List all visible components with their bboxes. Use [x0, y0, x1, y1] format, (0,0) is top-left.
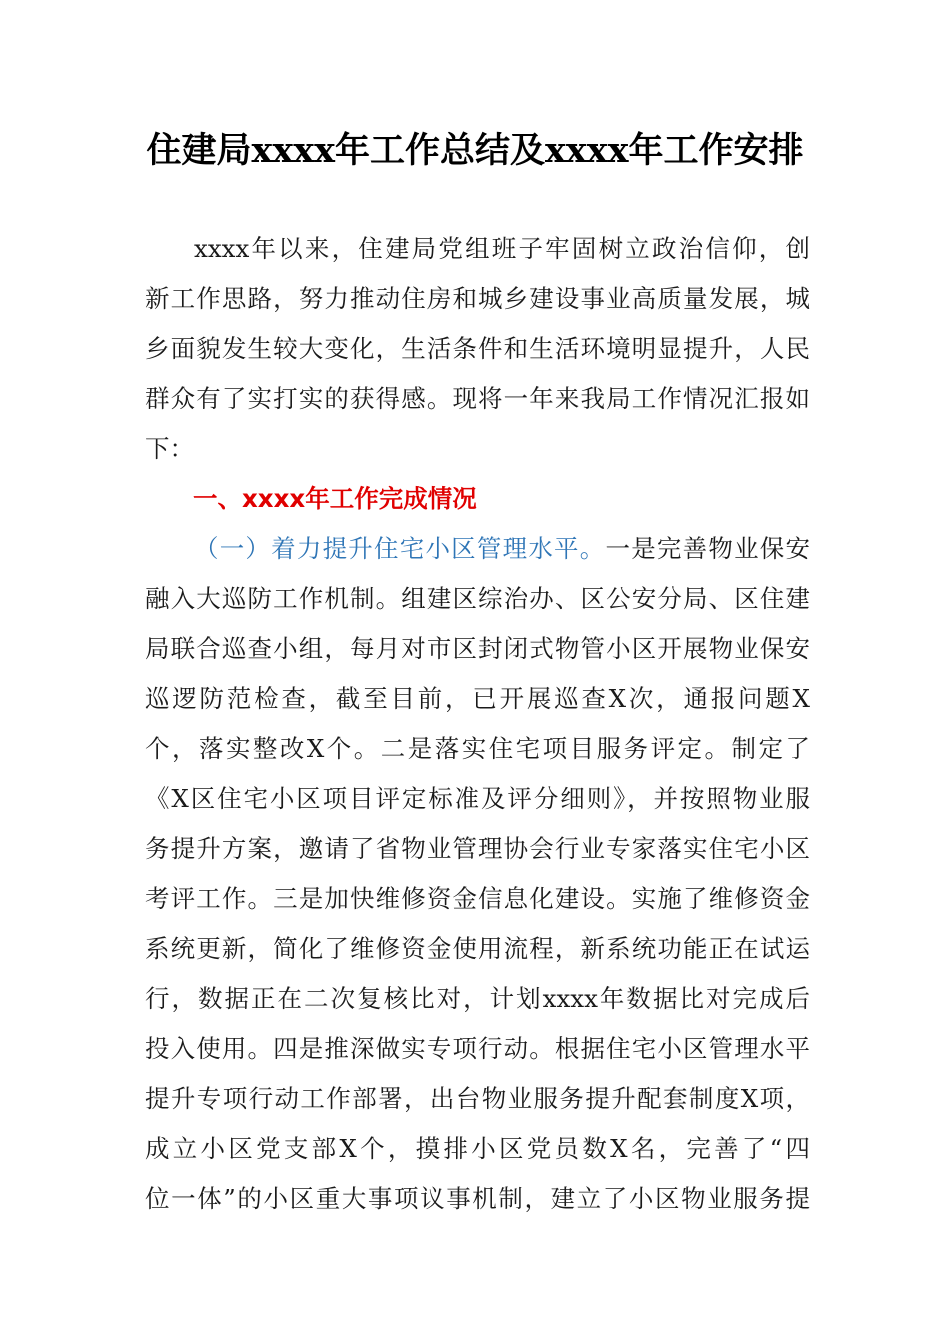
section-1-paragraph	[145, 524, 810, 1224]
section-1-line: 提升专项行动工作部署，出台物业服务提升配套制度X项，	[145, 1084, 810, 1113]
intro-line: 新工作思路，努力推动住房和城乡建设事业高质量发展，城	[145, 284, 810, 313]
section-1-first-line	[145, 524, 810, 574]
section-1-subheading: （一）着力提升住宅小区管理水平。	[194, 534, 606, 563]
section-heading-1: 一、xxxx年工作完成情况	[193, 484, 477, 513]
section-1-line: 巡逻防范检查，截至目前，已开展巡查X次，通报问题X	[145, 684, 810, 713]
document-title: 住建局xxxx年工作总结及xxxx年工作安排	[146, 130, 804, 171]
section-1-line: 行，数据正在二次复核比对，计划xxxx年数据比对完成后	[145, 984, 810, 1013]
section-1-line: 投入使用。四是推深做实专项行动。根据住宅小区管理水平	[145, 1034, 810, 1063]
section-1-line: 位一体”的小区重大事项议事机制，建立了小区物业服务提	[145, 1184, 810, 1213]
section-1-first-line-rest: 一是完善物业保安	[605, 534, 810, 563]
section-1-line: 系统更新，简化了维修资金使用流程，新系统功能正在试运	[145, 934, 810, 963]
section-1-line: 考评工作。三是加快维修资金信息化建设。实施了维修资金	[145, 884, 810, 913]
section-1-line: 局联合巡查小组，每月对市区封闭式物管小区开展物业保安	[145, 634, 810, 663]
intro-line: xxxx年以来，住建局党组班子牢固树立政治信仰，创	[194, 234, 810, 263]
section-1-line: 《X区住宅小区项目评定标准及评分细则》，并按照物业服	[145, 784, 810, 813]
intro-line: 群众有了实打实的获得感。现将一年来我局工作情况汇报如	[145, 384, 810, 413]
intro-paragraph	[145, 224, 810, 474]
section-1-line: 成立小区党支部X个，摸排小区党员数X名，完善了“四	[145, 1134, 810, 1163]
section-1-line: 个，落实整改X个。二是落实住宅项目服务评定。制定了	[145, 734, 810, 763]
section-1-line: 融入大巡防工作机制。组建区综治办、区公安分局、区住建	[145, 584, 810, 613]
intro-line: 乡面貌发生较大变化，生活条件和生活环境明显提升，人民	[145, 334, 810, 363]
intro-line: 下：	[145, 434, 194, 463]
section-1-line: 务提升方案，邀请了省物业管理协会行业专家落实住宅小区	[145, 834, 810, 863]
